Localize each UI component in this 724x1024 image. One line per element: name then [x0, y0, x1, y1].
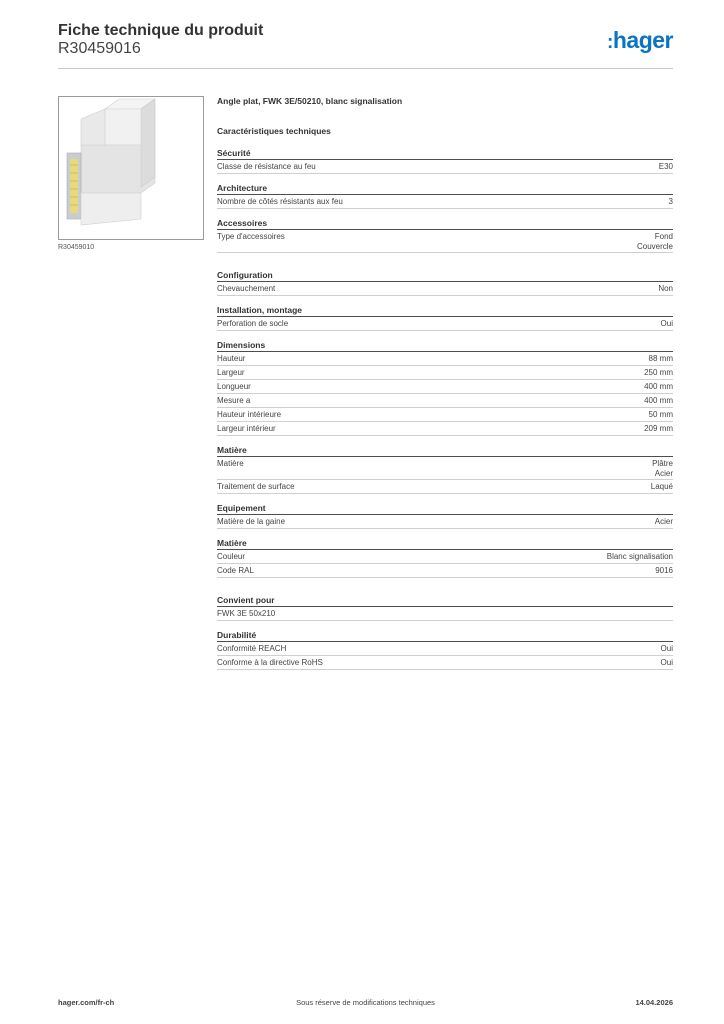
spec-value-line: 400 mm: [644, 382, 673, 391]
product-reference: R30459016: [58, 40, 141, 57]
spec-value-line: Plâtre: [652, 459, 673, 468]
product-image: [58, 96, 204, 240]
spec-section: [217, 503, 673, 529]
spec-row: [217, 317, 673, 331]
spec-value: [649, 354, 673, 365]
spec-row: [217, 642, 673, 656]
spec-value: [644, 368, 673, 379]
spec-sections: [217, 148, 673, 670]
spec-section: [217, 148, 673, 174]
spec-section: [217, 218, 673, 253]
section-title: Sécurité: [217, 148, 673, 160]
spec-value-line: 250 mm: [644, 368, 673, 377]
spec-value-line: Oui: [660, 319, 673, 328]
spec-value: [637, 232, 673, 252]
spec-value: [607, 552, 673, 563]
spec-label: Largeur intérieur: [217, 424, 276, 433]
spec-value: [659, 162, 673, 173]
spec-section: [217, 445, 673, 494]
spec-value: [649, 410, 673, 421]
spec-value: [644, 424, 673, 435]
spec-label: Longueur: [217, 382, 251, 391]
spec-section: [217, 538, 673, 578]
section-title: Durabilité: [217, 630, 673, 642]
spec-row: [217, 564, 673, 578]
spec-label: Conformité REACH: [217, 644, 287, 653]
spec-row: [217, 160, 673, 174]
spec-label: Couleur: [217, 552, 246, 561]
spec-value-line: Oui: [660, 658, 673, 667]
spec-value: [655, 566, 673, 577]
section-title: Configuration: [217, 270, 673, 282]
spec-value: [644, 382, 673, 393]
spec-label: Conforme à la directive RoHS: [217, 658, 323, 667]
product-title: Angle plat, FWK 3E/50210, blanc signalisation: [217, 96, 403, 106]
spec-value: [651, 482, 673, 493]
spec-label: Nombre de côtés résistants aux feu: [217, 197, 343, 206]
section-title: Convient pour: [217, 595, 673, 607]
spec-label: Matière: [217, 459, 244, 468]
spec-value-line: Acier: [654, 517, 673, 526]
spec-row: [217, 230, 673, 253]
document-title: Fiche technique du produit: [58, 22, 264, 39]
spec-label: Traitement de surface: [217, 482, 295, 491]
spec-value-line: 209 mm: [644, 424, 673, 433]
spec-label: Hauteur intérieure: [217, 410, 282, 419]
footer-disclaimer: Sous réserve de modifications techniques: [296, 998, 435, 1007]
product-illustration: [59, 97, 204, 240]
spec-label: Largeur: [217, 368, 245, 377]
spec-section: [217, 270, 673, 296]
spec-value-line: Acier: [654, 469, 673, 478]
spec-value: [658, 284, 673, 295]
section-title: Installation, montage: [217, 305, 673, 317]
spec-row: [217, 408, 673, 422]
spec-content: [217, 96, 673, 679]
spec-row: [217, 607, 673, 621]
section-title: Dimensions: [217, 340, 673, 352]
spec-row: [217, 515, 673, 529]
spec-value-line: E30: [658, 162, 673, 171]
spec-label: Mesure a: [217, 396, 251, 405]
spec-section: [217, 305, 673, 331]
footer-website: hager.com/fr-ch: [58, 998, 115, 1007]
spec-row: [217, 656, 673, 670]
section-title: Architecture: [217, 183, 673, 195]
spec-value: [652, 459, 673, 479]
page-header: [58, 22, 673, 69]
spec-section: [217, 595, 673, 621]
hager-logo: :hager: [607, 27, 673, 53]
spec-value-line: 3: [668, 197, 673, 206]
section-title: Matière: [217, 445, 673, 457]
spec-value-line: 400 mm: [644, 396, 673, 405]
spec-value-line: 50 mm: [648, 410, 673, 419]
spec-value-line: Laqué: [650, 482, 673, 491]
spec-row: [217, 366, 673, 380]
spec-value: [661, 319, 673, 330]
spec-value: [644, 396, 673, 407]
logo-text: hager: [612, 27, 673, 53]
spec-label: Perforation de socle: [217, 319, 289, 328]
technical-characteristics-heading: Caractéristiques techniques: [217, 126, 331, 136]
spec-value: [661, 644, 673, 655]
spec-row: [217, 380, 673, 394]
spec-section: [217, 183, 673, 209]
spec-row: [217, 282, 673, 296]
spec-row: [217, 457, 673, 480]
spec-value-line: 88 mm: [648, 354, 673, 363]
spec-label: Matière de la gaine: [217, 517, 286, 526]
spec-row: [217, 352, 673, 366]
spec-value-line: Non: [658, 284, 673, 293]
spec-section: [217, 630, 673, 670]
spec-label: Type d'accessoires: [217, 232, 285, 241]
spec-row: [217, 422, 673, 436]
spec-label: FWK 3E 50x210: [217, 609, 276, 618]
spec-value: [669, 197, 673, 208]
spec-value: [661, 658, 673, 669]
spec-row: [217, 195, 673, 209]
spec-value-line: Fond: [654, 232, 673, 241]
spec-row: [217, 480, 673, 494]
spec-row: [217, 394, 673, 408]
spec-value-line: Couvercle: [636, 242, 673, 251]
spec-value-line: Blanc signalisation: [606, 552, 673, 561]
section-title: Accessoires: [217, 218, 673, 230]
spec-label: Classe de résistance au feu: [217, 162, 316, 171]
spec-value: [655, 517, 673, 528]
image-caption: R30459010: [58, 244, 95, 251]
spec-label: Hauteur: [217, 354, 246, 363]
spec-value-line: Oui: [660, 644, 673, 653]
spec-label: Code RAL: [217, 566, 254, 575]
spec-row: [217, 550, 673, 564]
spec-value-line: 9016: [655, 566, 673, 575]
footer-date: 14.04.2026: [635, 998, 673, 1007]
spec-section: [217, 340, 673, 436]
section-title: Equipement: [217, 503, 673, 515]
section-title: Matière: [217, 538, 673, 550]
spec-label: Chevauchement: [217, 284, 276, 293]
